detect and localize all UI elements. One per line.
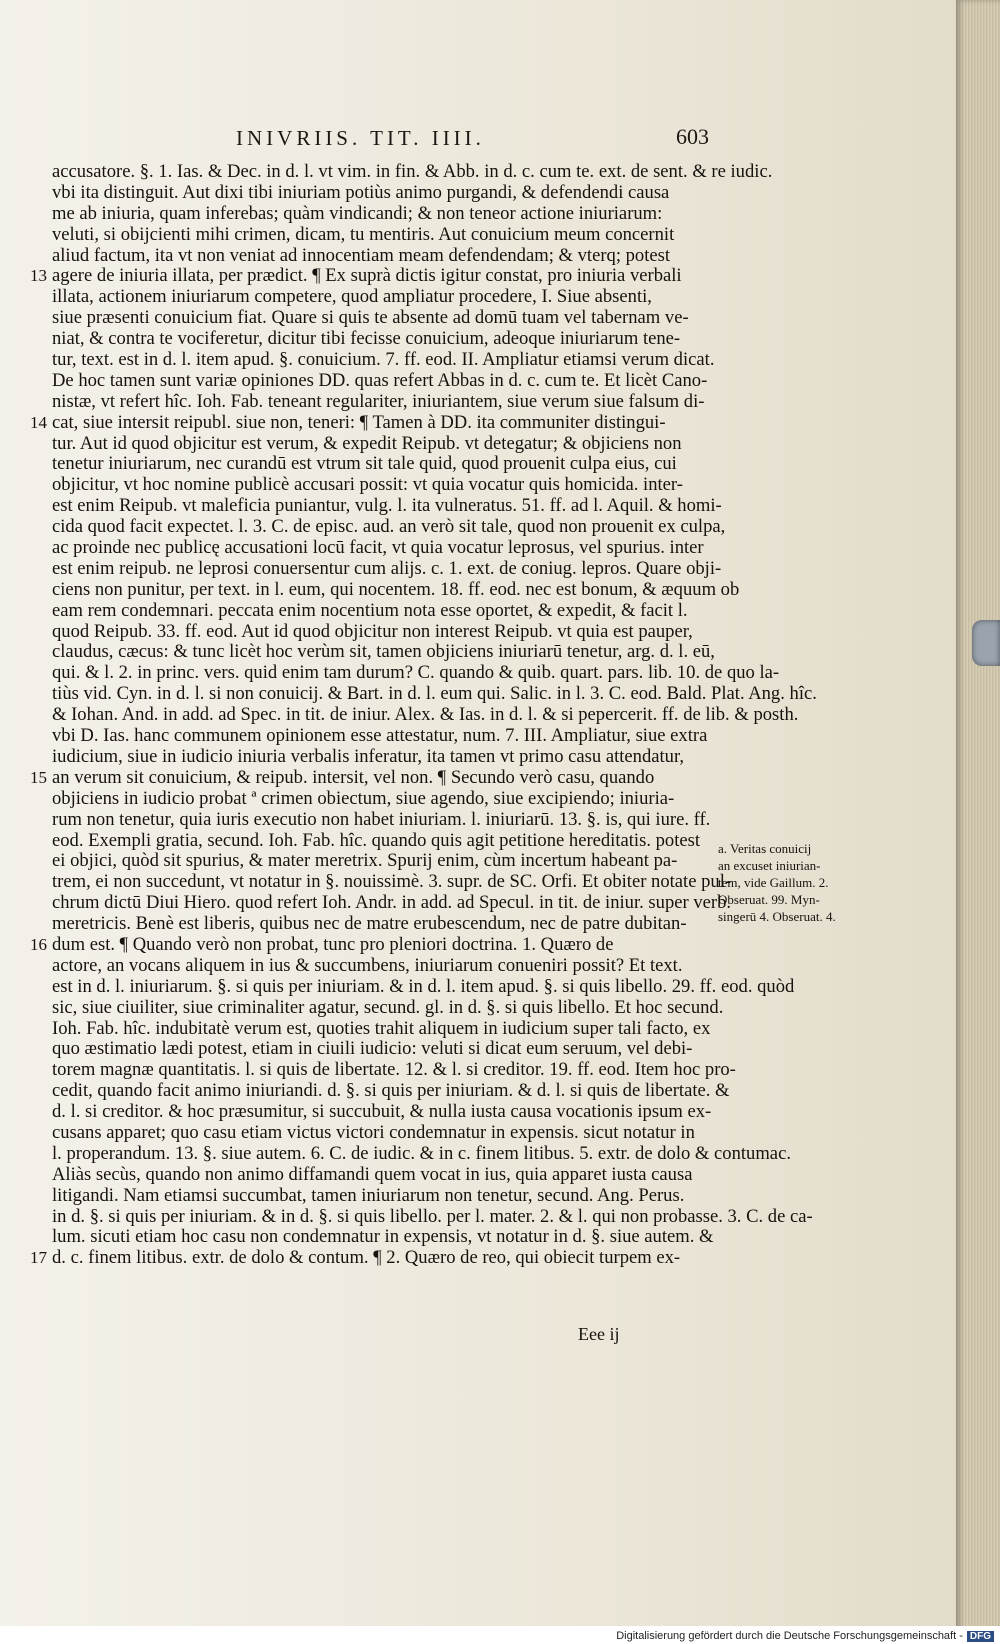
- line-text: & Iohan. And. in add. ad Spec. in tit. de iniur. Alex. & Ias. in d. l. & si pepercerit. ff. de lib. & posth.: [52, 704, 799, 726]
- line-text: Aliàs secùs, quando non animo diffamandi quem vocat in ius, quia apparet iusta causa: [52, 1163, 693, 1185]
- text-line: [42, 1060, 742, 1081]
- marginal-note: [718, 840, 866, 925]
- text-line: [42, 851, 742, 872]
- text-line: [42, 475, 742, 496]
- line-text: est in d. l. iniuriarum. §. si quis per iniuriam. & in d. l. item apud. §. si quis libello. 29. ff. eod. quòd: [52, 975, 795, 997]
- line-text: Ioh. Fab. hîc. indubitatè verum est, quoties trahit aliquem in iudicium super tali facto, ex: [52, 1017, 711, 1039]
- line-text: est enim Reipub. vt maleficia puniantur, vulg. l. ita vulneratus. 51. ff. ad l. Aquil. & homi-: [52, 495, 722, 517]
- text-line: [42, 683, 817, 705]
- line-text: illata, actionem iniuriarum competere, quod ampliatur procedere, I. Siue absenti,: [52, 286, 652, 308]
- text-line: [42, 1227, 742, 1248]
- line-text: cusans apparet; quo casu etiam victus victori condemnatur in expensis. sicut notatur in: [52, 1121, 695, 1143]
- line-number: 15: [30, 767, 47, 787]
- line-text: chrum dictū Diui Hiero. quod refert Ioh. Andr. in add. ad Specul. in tit. de iniur. super verb.: [52, 892, 732, 914]
- text-line: [42, 161, 773, 183]
- text-line: [42, 225, 742, 246]
- line-text: quod Reipub. 33. ff. eod. Aut id quod objicitur non interest Reipub. vt quia est pauper,: [52, 620, 693, 642]
- line-text: niat, & contra te vociferetur, dicitur tibi fecisse conuicium, adeoque iniuriarum tene-: [52, 328, 681, 350]
- text-line: [42, 1123, 742, 1144]
- text-line: [42, 287, 742, 308]
- line-text: vbi D. Ias. hanc communem opinionem esse attestatur, num. 7. III. Ampliatur, siue extra: [52, 725, 708, 747]
- text-line: [42, 392, 742, 413]
- text-line: [42, 559, 742, 580]
- line-text: actore, an vocans aliquem in ius & succumbens, iniuriarum conueniri possit? Et text.: [52, 954, 683, 976]
- marginal-note-line: singerū 4. Obseruat. 4.: [718, 909, 836, 924]
- text-line: [42, 747, 742, 768]
- text-line: [42, 329, 742, 350]
- line-number: 17: [30, 1248, 47, 1268]
- line-number: 14: [30, 412, 47, 432]
- line-text: tenetur iniuriarum, nec curandū est vtrum sit tale quid, quod prouenit culpa eius, cui: [52, 453, 677, 475]
- text-line: [42, 1205, 813, 1228]
- text-line: [42, 642, 742, 663]
- text-line: [42, 622, 742, 643]
- line-text: quo æstimatio lædi potest, etiam in ciuili iudicio: veluti si dicat eum seruum, vel debi-: [52, 1038, 693, 1060]
- marginal-note-line: a. Veritas conuicij: [718, 841, 812, 856]
- line-text: cida quod facit expectet. l. 3. C. de episc. aud. an verò sit tale, quod non prouenit ex culpa,: [52, 516, 726, 538]
- signature-mark: Eee ij: [578, 1324, 620, 1344]
- line-text: an verum sit conuicium, & reipub. intersit, vel non. ¶ Secundo verò casu, quando: [52, 766, 655, 788]
- footer-text: Digitalisierung gefördert durch die Deutsche Forschungsgemeinschaft -: [616, 1630, 963, 1642]
- text-line: [30, 1247, 742, 1269]
- text-line: [42, 580, 742, 601]
- text-line: [42, 872, 742, 893]
- marginal-note-line: an excuset iniurian-: [718, 858, 821, 873]
- text-line: [42, 517, 742, 538]
- text-line: [42, 975, 795, 998]
- page-number: 603: [676, 124, 709, 149]
- line-text: De hoc tamen sunt variæ opiniones DD. quas refert Abbas in d. c. cum te. Et licèt Cano-: [52, 369, 708, 391]
- line-text: me ab iniuria, quam inferebas; quàm vindicandi; & non teneor actione iniuriarum:: [52, 202, 663, 224]
- line-text: dum est. ¶ Quando verò non probat, tunc pro pleniori doctrina. 1. Quæro de: [52, 933, 614, 955]
- line-number: 13: [30, 266, 47, 286]
- text-line: [42, 1039, 742, 1060]
- text-line: [42, 601, 742, 622]
- line-text: rum non tenetur, quia iuris executio non habet iniuriam. l. iniuriarū. 13. §. is, qui iure. ff.: [52, 808, 711, 830]
- text-line: [42, 726, 742, 747]
- text-line: [42, 789, 742, 810]
- text-line: [42, 1165, 742, 1186]
- line-text: litigandi. Nam etiamsi succumbat, tamen iniuriarum non tenetur, secund. Ang. Perus.: [52, 1184, 685, 1206]
- text-line: [42, 662, 780, 684]
- line-text: tiùs vid. Cyn. in d. l. si non conuicij. & Bart. in d. l. eum qui. Salic. in l. 3. C. eod. Bald. Plat. Ang. hîc.: [52, 683, 817, 705]
- line-text: sic, siue ciuiliter, siue criminaliter agatur, secund. gl. in d. §. si quis libello. Et hoc secund.: [52, 996, 724, 1018]
- line-text: d. l. si creditor. & hoc præsumitur, si succubuit, & nulla iusta causa vocationis ipsum ex-: [52, 1101, 712, 1123]
- line-text: ei objici, quòd sit spurius, & mater meretrix. Spurij enim, cùm incertum habeant pa-: [52, 850, 678, 872]
- line-text: tur. Aut id quod objicitur est verum, & expedit Reipub. vt detegatur; & objiciens non: [52, 432, 682, 454]
- line-text: torem magnæ quantitatis. l. si quis de libertate. 12. & l. si creditor. 19. ff. eod. Item hoc pro-: [52, 1059, 736, 1081]
- line-text: qui. & l. 2. in princ. vers. quid enim tam durum? C. quando & quib. quart. pars. lib. 10. de quo la-: [52, 662, 780, 684]
- line-text: d. c. finem litibus. extr. de dolo & contum. ¶ 2. Quæro de reo, qui obiecit turpem ex-: [52, 1247, 681, 1269]
- text-line: [42, 350, 742, 371]
- text-line: [42, 454, 742, 475]
- text-line: [30, 933, 742, 956]
- line-text: accusatore. §. 1. Ias. & Dec. in d. l. vt vim. in fin. & Abb. in d. c. cum te. ext. de sent. & re iudic.: [52, 161, 773, 182]
- text-line: [42, 308, 742, 329]
- marginal-note-line: tem, vide Gaillum. 2.: [718, 875, 829, 890]
- text-line: [42, 371, 742, 392]
- line-text: objiciens in iudicio probat ª crimen obiectum, siue agendo, siue excipiendo; iniuria-: [52, 787, 675, 809]
- text-line: [42, 1081, 742, 1102]
- text-line: [42, 183, 742, 204]
- line-text: meretricis. Benè est liberis, quibus nec de matre erubescendum, nec de patre dubitan-: [52, 913, 687, 935]
- line-text: l. properandum. 13. §. siue autem. 6. C. de iudic. & in c. finem litibus. 5. extr. de dolo & contumac.: [52, 1142, 791, 1164]
- text-line: [42, 1102, 742, 1123]
- line-text: nistæ, vt refert hîc. Ioh. Fab. teneant regulariter, iniuriantem, siue verum siue falsum di-: [52, 390, 705, 412]
- line-text: claudus, cæcus: & tunc licèt hoc verùm sit, tamen objiciens iniuriarū tenetur, arg. d. l. eū,: [52, 641, 715, 663]
- line-text: siue præsenti conuicium fiat. Quare si quis te absente ad domū tuam vel tabernam ve-: [52, 307, 689, 329]
- text-line: [30, 766, 742, 789]
- line-text: eam rem condemnari. peccata enim nocentium nota esse oportet, & expedit, & facit l.: [52, 599, 688, 621]
- line-text: veluti, si obijcienti mihi crimen, dicam, tu mentiris. Aut conuicium meum concernit: [52, 223, 675, 245]
- line-text: lum. sicuti etiam hoc casu non condemnatur in expensis, vt notatur in d. §. siue autem. &: [52, 1226, 714, 1248]
- footer: [616, 1630, 994, 1642]
- text-line: [42, 956, 742, 977]
- footer-bar: [0, 1626, 1000, 1644]
- line-text: agere de iniuria illata, per prædict. ¶ Ex suprà dictis igitur constat, pro iniuria verbali: [52, 265, 682, 287]
- text-line: [42, 204, 742, 225]
- line-text: in d. §. si quis per iniuriam. & in d. §. si quis libello. per l. mater. 2. & l. qui non probasse. 3. C. de ca-: [52, 1205, 813, 1227]
- line-text: ciens non punitur, per text. in l. eum, qui nocentem. 18. ff. eod. nec est bonum, & æquum ob: [52, 578, 740, 600]
- line-text: aliud factum, ita vt non veniat ad innocentiam meam defendendam; & vterq; potest: [52, 244, 671, 266]
- page-edge: [956, 0, 1000, 1644]
- line-text: trem, ei non succedunt, vt notatur in §. nouissimè. 3. supr. de SC. Orfi. Et obiter notate pul-: [52, 871, 732, 893]
- running-head: INIVRIIS. TIT. IIII.: [236, 126, 485, 150]
- text-line: [30, 411, 742, 434]
- line-text: cat, siue intersit reipubl. siue non, teneri: ¶ Tamen à DD. ita communiter distingui-: [52, 411, 666, 433]
- page-clip: [972, 620, 1000, 666]
- text-line: [42, 496, 742, 517]
- text-line: [42, 893, 742, 914]
- text-line: [42, 998, 742, 1019]
- text-line: [42, 704, 799, 726]
- text-line: [42, 810, 742, 831]
- line-number: 16: [30, 934, 47, 954]
- line-text: cedit, quando facit animo iniuriandi. d. §. si quis per iniuriam. & d. l. si quis de libertate. &: [52, 1080, 730, 1102]
- text-line: [30, 265, 742, 287]
- line-text: objicitur, vt hoc nomine publicè accusari possit: vt quia vocatur quis homicida. inter-: [52, 474, 683, 496]
- line-text: vbi ita distinguit. Aut dixi tibi iniuriam potiùs animo purgandi, & defendendi causa: [52, 181, 670, 203]
- line-text: eod. Exempli gratia, secund. Ioh. Fab. hîc. quando quis agit petitione hereditatis. potest: [52, 829, 701, 851]
- line-text: est enim reipub. ne leprosi conuersentur cum alijs. c. 1. ext. de coniug. lepros. Quare obji-: [52, 557, 722, 579]
- text-line: [42, 1186, 742, 1207]
- text-line: [42, 1142, 791, 1165]
- text-line: [42, 831, 742, 852]
- text-line: [42, 914, 742, 935]
- line-text: iudicium, siue in iudicio iniuria verbalis inferatur, ita tamen vt primo casu attendatur,: [52, 745, 685, 767]
- line-text: ac proinde nec publicę accusationi locū facit, vt quia vocatur leprosus, vel spurius. inter: [52, 537, 704, 559]
- dfg-logo: DFG: [967, 1631, 994, 1642]
- text-line: [42, 1019, 742, 1040]
- marginal-note-line: Obseruat. 99. Myn-: [718, 892, 820, 907]
- text-line: [42, 538, 742, 559]
- line-text: tur, text. est in d. l. item apud. §. conuicium. 7. ff. eod. II. Ampliatur etiamsi verum dicat.: [52, 349, 715, 371]
- text-line: [42, 246, 742, 267]
- text-line: [42, 434, 742, 455]
